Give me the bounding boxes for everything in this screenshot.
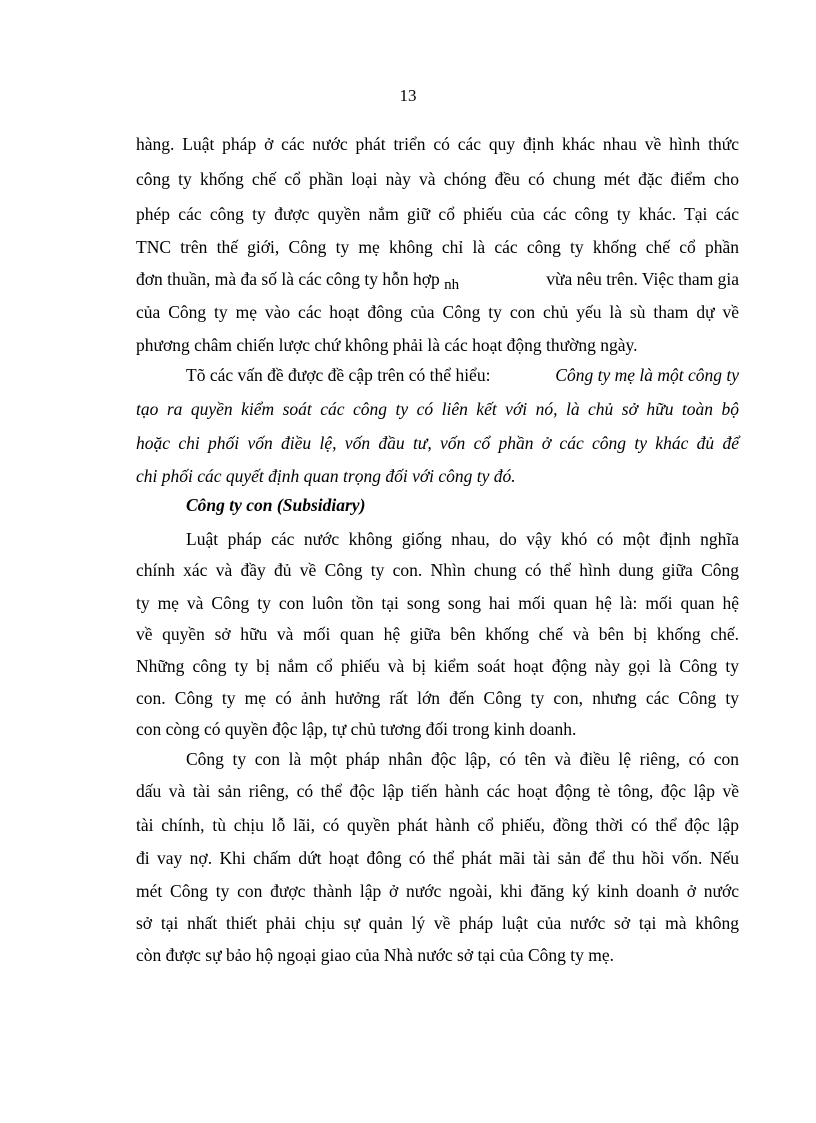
body-line: TNC trên thế giới, Công ty mẹ không chỉ là các công ty khống chế cổ phần (136, 237, 739, 257)
definition-line: tạo ra quyền kiểm soát các công ty có liên kết với nó, là chủ sở hữu toàn bộ (136, 399, 739, 419)
body-line: hàng. Luật pháp ở các nước phát triển có các quy định khác nhau về hình thức (136, 134, 739, 154)
body-line: Công ty con là một pháp nhân độc lập, có tên và điều lệ riêng, có con (186, 749, 739, 769)
body-line: dấu và tài sản riêng, có thể độc lập tiến hành các hoạt động tè tông, độc lập về (136, 781, 739, 801)
body-line: về quyền sở hữu và mối quan hệ giữa bên khống chế và bên bị khống chế. (136, 624, 739, 644)
body-line: Những công ty bị nắm cổ phiếu và bị kiểm soát hoạt động này gọi là Công ty (136, 656, 739, 676)
definition-line: chi phối các quyết định quan trọng đối với công ty đó. (136, 466, 516, 486)
body-line: con. Công ty mẹ có ảnh hưởng rất lớn đến Công ty con, nhưng các Công ty (136, 688, 739, 708)
body-line: công ty khống chế cổ phần loại này và chóng đều có chung mét đặc điểm cho (136, 169, 739, 189)
body-line: Luật pháp các nước không giống nhau, do vậy khó có một định nghĩa (186, 529, 739, 549)
body-line: phép các công ty được quyền nắm giữ cổ phiếu của các công ty khác. Tại các (136, 204, 739, 224)
body-line: mét Công ty con được thành lập ở nước ngoài, khi đăng ký kinh doanh ở nước (136, 881, 739, 901)
definition-line: hoặc chi phối vốn điều lệ, vốn đầu tư, vốn cổ phần ở các công ty khác đủ để (136, 433, 739, 453)
page-number: 13 (399, 86, 417, 105)
body-line (136, 268, 739, 292)
body-line: con còng có quyền độc lập, tự chủ tương đối trong kinh doanh. (136, 719, 577, 739)
stray-fragment: nh (444, 277, 460, 293)
body-text: vừa nêu trên. Việc tham gia (546, 269, 739, 289)
definition-text: Công ty mẹ là một công ty (555, 365, 739, 385)
body-line: ty mẹ và Công ty con luôn tồn tại song song hai mối quan hệ là: mối quan hệ (136, 593, 739, 613)
body-line: còn được sự bảo hộ ngoại giao của Nhà nước sở tại của Công ty mẹ. (136, 945, 615, 965)
body-line: đi vay nợ. Khi chấm dứt hoạt đông có thể phát mãi tài sản để thu hồi vốn. Nếu (136, 848, 739, 868)
body-text: đơn thuần, mà đa số là các công ty hỗn hợp (136, 269, 440, 289)
body-line: sở tại nhất thiết phải chịu sự quản lý về pháp luật của nước sở tại mà không (136, 913, 739, 933)
section-heading: Công ty con (Subsidiary) (186, 495, 366, 515)
body-line: của Công ty mẹ vào các hoạt đông của Công ty con chủ yếu là sù tham dự về (136, 302, 739, 322)
body-line: chính xác và đầy đủ về Công ty con. Nhìn chung có thể hình dung giữa Công (136, 560, 739, 580)
body-text: Tõ các vấn đề được đề cập trên có thể hiểu: (186, 365, 491, 385)
body-line: tài chính, tù chịu lỗ lãi, có quyền phát hành cổ phiếu, đồng thời có thể độc lập (136, 815, 739, 835)
body-line (186, 364, 739, 386)
body-line: phương châm chiến lược chứ không phải là các hoạt động thường ngày. (136, 335, 638, 355)
